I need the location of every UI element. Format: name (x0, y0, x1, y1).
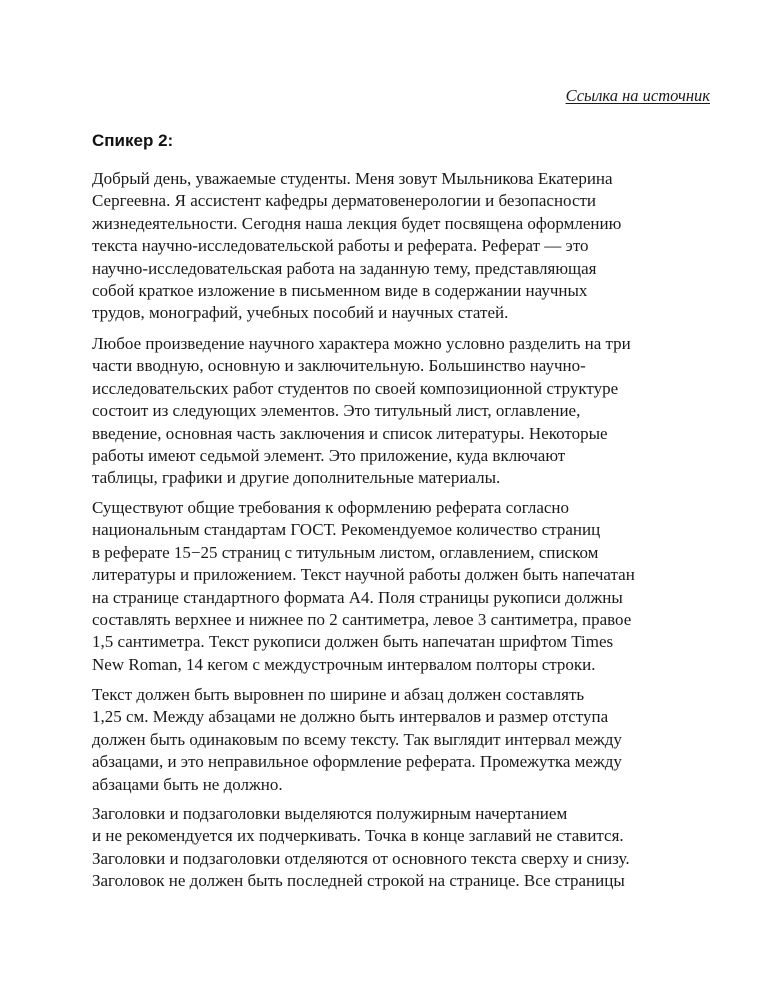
text-line: Заголовки и подзаголовки выделяются полужирным начертанием (92, 804, 568, 823)
text-line: жизнедеятельности. Сегодня наша лекция будет посвящена оформлению (92, 213, 622, 233)
text-line: исследовательских работ студентов по своей композиционной структуре (92, 378, 619, 398)
text-line: Заголовки и подзаголовки отделяются от основного текста сверху и снизу. (92, 848, 630, 868)
text-line: национальным стандартам ГОСТ. Рекомендуемое количество страниц (92, 520, 601, 540)
text-line: работы имеют седьмой элемент. Это приложение, куда включают (92, 446, 566, 466)
text-line: и не рекомендуется их подчеркивать. Точка в конце заглавий не ставится. (92, 826, 624, 846)
text-line: текста научно-исследовательской работы и реферата. Реферат — это (92, 236, 589, 256)
paragraph-5 (92, 803, 630, 893)
text-line: в реферате 15−25 страниц с титульным листом, оглавлением, списком (92, 542, 599, 562)
text-line: состоит из следующих элементов. Это титульный лист, оглавление, (92, 401, 581, 421)
text-line: должен быть одинаковым по всему тексту. Так выглядит интервал между (92, 729, 622, 749)
text-line: части вводную, основную и заключительную. Большинство научно- (92, 356, 586, 376)
text-line: 1,25 см. Между абзацами не должно быть интервалов и размер отступа (92, 707, 609, 727)
text-line: Любое произведение научного характера можно условно разделить на три (92, 334, 631, 353)
text-line: New Roman, 14 кегом с междустрочным интервалом полторы строки. (92, 654, 596, 674)
text-line: абзацами быть не должно. (92, 774, 283, 794)
text-line: литературы и приложением. Текст научной работы должен быть напечатан (92, 565, 635, 585)
paragraph-3 (92, 497, 635, 676)
text-line: составлять верхнее и нижнее по 2 сантиметра, левое 3 сантиметра, правое (92, 610, 632, 630)
text-line: на странице стандартного формата А4. Поля страницы рукописи должны (92, 587, 623, 607)
text-line: 1,5 сантиметра. Текст рукописи должен быть напечатан шрифтом Times (92, 632, 614, 652)
text-line: трудов, монографий, учебных пособий и научных статей. (92, 303, 509, 323)
paragraph-2 (92, 333, 631, 490)
text-line: абзацами, и это неправильное оформление реферата. Промежутка между (92, 752, 622, 772)
paragraph-1 (92, 168, 621, 325)
text-line: Заголовок не должен быть последней строкой на странице. Все страницы (92, 871, 625, 891)
text-line: Сергеевна. Я ассистент кафедры дерматовенерологии и безопасности (92, 191, 597, 211)
text-line: таблицы, графики и другие дополнительные материалы. (92, 468, 501, 488)
text-line: научно-исследовательская работа на заданную тему, представляющая (92, 258, 597, 278)
text-line: Существуют общие требования к оформлению реферата согласно (92, 498, 570, 517)
paragraph-4 (92, 684, 622, 796)
source-link[interactable]: Ссылка на источник (565, 86, 710, 105)
document-page (92, 0, 710, 994)
text-line: Добрый день, уважаемые студенты. Меня зовут Мыльникова Екатерина (92, 169, 613, 188)
text-line: собой краткое изложение в письменном виде в содержании научных (92, 281, 588, 301)
speaker-label: Спикер 2: (92, 131, 174, 150)
text-line: введение, основная часть заключения и список литературы. Некоторые (92, 423, 608, 443)
text-line: Текст должен быть выровнен по ширине и абзац должен составлять (92, 685, 585, 704)
